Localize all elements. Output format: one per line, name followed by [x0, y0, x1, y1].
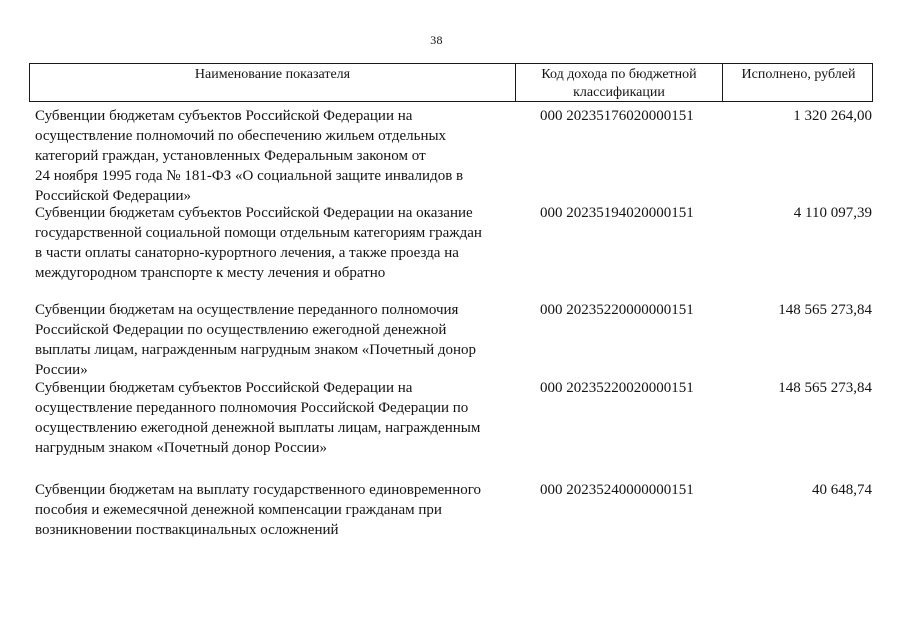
row-name-line: Субвенции бюджетам субъектов Российской Федерации на — [35, 380, 413, 396]
header-name: Наименование показателя — [194, 67, 351, 82]
row-name-line: Субвенции бюджетам на выплату государственного единовременного — [35, 482, 482, 498]
row-name-line: Субвенции бюджетам субъектов Российской Федерации на — [35, 108, 413, 124]
row-name-line: осуществление полномочий по обеспечению жильем отдельных — [35, 128, 447, 144]
row-name-line: осуществлению ежегодной денежной выплаты лицам, награжденным — [35, 420, 481, 436]
header-code — [516, 66, 722, 102]
table-header — [29, 63, 873, 102]
row-name — [35, 203, 517, 283]
row-name — [35, 378, 517, 458]
row-name — [35, 480, 517, 540]
header-code-line: классификации — [573, 85, 665, 100]
row-code: 000 20235220020000151 — [540, 380, 694, 396]
row-amount: 148 565 273,84 — [778, 302, 872, 318]
row-amount: 1 320 264,00 — [793, 108, 872, 124]
row-name-line: 24 ноября 1995 года № 181-ФЗ «О социальной защите инвалидов в — [35, 168, 464, 184]
header-amount: Исполнено, рублей — [741, 67, 856, 82]
row-name-line: Субвенции бюджетам субъектов Российской Федерации на оказание — [35, 205, 473, 221]
row-name-line: Российской Федерации» — [35, 188, 192, 204]
row-name-line: выплаты лицам, награжденным нагрудным знаком «Почетный донор — [35, 342, 477, 358]
row-code: 000 20235220000000151 — [540, 302, 694, 318]
row-name-line: в части оплаты санаторно-курортного лечения, а также проезда на — [35, 245, 459, 261]
row-code: 000 20235176020000151 — [540, 108, 694, 124]
row-name-line: осуществление переданного полномочия Российской Федерации по — [35, 400, 469, 416]
row-name-line: Российской Федерации по осуществлению ежегодной денежной — [35, 322, 447, 338]
row-amount: 4 110 097,39 — [793, 205, 872, 221]
row-name-line: междугородном транспорте к месту лечения и обратно — [35, 265, 386, 281]
row-name-line: Субвенции бюджетам на осуществление переданного полномочия — [35, 302, 459, 318]
row-code: 000 20235194020000151 — [540, 205, 694, 221]
page-number: 38 — [430, 33, 443, 47]
header-code-line: Код дохода по бюджетной — [541, 67, 697, 82]
row-name-line: государственной социальной помощи отдельным категориям граждан — [35, 225, 482, 241]
row-name — [35, 300, 517, 380]
row-name-line: нагрудным знаком «Почетный донор России» — [35, 440, 327, 456]
row-name-line: категорий граждан, установленных Федеральным законом от — [35, 148, 426, 164]
row-code: 000 20235240000000151 — [540, 482, 694, 498]
row-name-line: возникновении поствакцинальных осложнений — [35, 522, 339, 538]
row-name-line: России» — [35, 362, 88, 378]
row-name — [35, 106, 517, 206]
row-amount: 40 648,74 — [812, 482, 872, 498]
row-amount: 148 565 273,84 — [778, 380, 872, 396]
row-name-line: пособия и ежемесячной денежной компенсации гражданам при — [35, 502, 442, 518]
